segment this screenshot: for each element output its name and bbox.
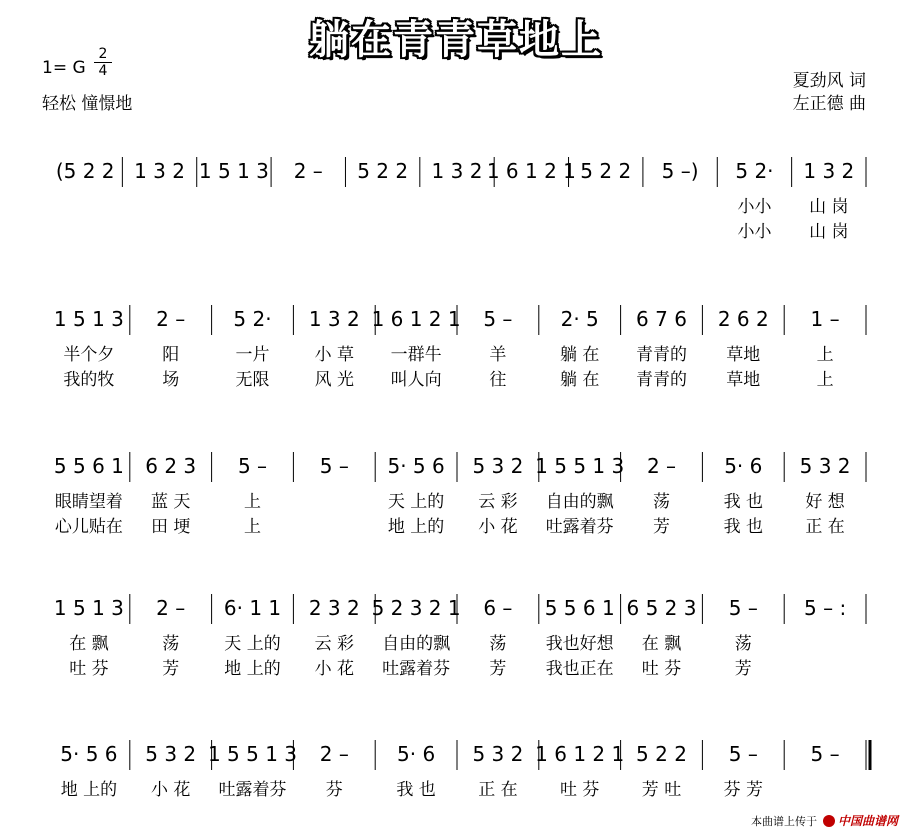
song-title: 躺在青青草地上 [309, 17, 603, 63]
lyric-verse-1: 吐露着芬 [218, 780, 287, 800]
lyric-verse-2: 吐露着芬 [382, 659, 451, 679]
note-group: 5 – : [804, 596, 847, 620]
lyric-verse-2: 小 花 [314, 659, 355, 679]
lyric-verse-1: 地 上的 [60, 780, 118, 800]
note-group: 5 2 2 [636, 742, 687, 766]
lyric-verse-1: 芳 吐 [641, 780, 682, 800]
lyric-verse-2: 芳 [489, 659, 507, 679]
lyric-verse-2: 我也正在 [545, 659, 614, 679]
note-group: 5 2· [233, 307, 272, 331]
note-group: 6 5 2 3 [626, 596, 697, 620]
lyric-verse-2: 我 也 [723, 517, 764, 537]
note-group: 1 3 2 [134, 159, 185, 183]
note-group: 5 3 2 [145, 742, 197, 766]
note-group: 2 – [646, 454, 677, 478]
lyric-verse-1: 草地 [726, 345, 761, 365]
footer-text: 本曲谱上传于 [750, 814, 817, 828]
lyric-verse-1: 躺 在 [559, 345, 600, 365]
lyric-verse-1: 上 [816, 345, 834, 365]
note-group: 5 2· [735, 159, 774, 183]
note-group: 5 2 2 [357, 159, 409, 183]
note-group: 1 5 5 1 3 [207, 742, 298, 766]
note-group: 1 5 1 3 [198, 159, 269, 183]
lyric-verse-2: 我的牧 [63, 370, 115, 390]
site-name: 中国曲谱网 [837, 814, 898, 828]
note-group: 5 3 2 [472, 742, 524, 766]
site-logo-icon [823, 815, 835, 827]
lyric-verse-1: 云 彩 [314, 634, 355, 654]
composer-credit: 左正德 曲 [792, 94, 866, 114]
note-group: 5 – [319, 454, 349, 478]
lyric-verse-1: 荡 [734, 634, 752, 654]
note-group: 1 – [810, 307, 840, 331]
lyric-verse-1: 我 也 [396, 780, 436, 800]
note-group: 5 – [483, 307, 513, 331]
lyric-verse-1: 我 也 [723, 492, 764, 512]
note-group: 2 – [319, 742, 349, 766]
lyric-verse-2: 吐露着芬 [545, 517, 614, 537]
lyric-verse-2: 地 上的 [387, 517, 445, 537]
lyricist-credit: 夏劲风 词 [792, 71, 866, 91]
note-group: 2 – [293, 159, 323, 183]
site-logo [823, 812, 898, 829]
lyric-verse-2: 上 [244, 517, 261, 537]
lyric-verse-1: 小小 [737, 197, 772, 217]
note-group: 6 2 3 [145, 454, 197, 478]
lyric-verse-1: 我也好想 [545, 634, 614, 654]
lyric-verse-2: 场 [162, 370, 180, 390]
footer [751, 812, 898, 829]
lyric-verse-1: 小 花 [150, 780, 191, 800]
lyric-verse-2: 芳 [162, 659, 180, 679]
note-group: 5 – [728, 742, 758, 766]
lyric-verse-1: 芬 [325, 780, 343, 800]
note-group: (5 2 2 [55, 159, 115, 183]
lyric-verse-1: 芬 芳 [723, 780, 764, 800]
lyric-verse-1: 一群牛 [390, 345, 442, 365]
note-group: 1 5 1 3 [53, 307, 124, 331]
lyric-verse-1: 自由的飘 [382, 634, 451, 654]
lyric-verse-1: 在 飘 [641, 634, 682, 654]
lyric-verse-2: 草地 [726, 370, 761, 390]
note-group: 5 5 6 1 [53, 454, 124, 478]
lyric-verse-1: 云 彩 [478, 492, 518, 512]
tempo-marking: 轻松 憧憬地 [42, 94, 133, 114]
lyric-verse-1: 正 在 [478, 780, 518, 800]
note-group: 5 –) [661, 159, 699, 183]
note-group: 1 5 5 1 3 [535, 454, 625, 478]
lyric-verse-1: 眼睛望着 [54, 492, 123, 512]
lyric-verse-2: 田 埂 [150, 517, 191, 537]
note-group: 2 – [156, 596, 186, 620]
note-group: 2 3 2 [308, 596, 360, 620]
lyric-verse-2: 芳 [653, 517, 670, 537]
note-group: 5 2 2 [580, 159, 632, 183]
lyric-verse-2: 地 上的 [224, 659, 281, 679]
note-group: 5 – [237, 454, 268, 478]
lyric-verse-2: 吐 芬 [69, 659, 109, 679]
note-group: 5· 5 6 [60, 742, 118, 766]
note-group: 6· 1 1 [223, 596, 282, 620]
note-group: 5 5 6 1 [544, 596, 615, 620]
lyric-verse-2: 心儿贴在 [54, 517, 123, 537]
lyric-verse-2: 芳 [734, 659, 752, 679]
note-group: 5 3 2 [472, 454, 524, 478]
note-group: 5· 5 6 [387, 454, 445, 478]
lyric-verse-2: 往 [489, 370, 507, 390]
note-group: 1 6 1 2 1 [535, 742, 625, 766]
time-signature-denominator: 4 [98, 63, 108, 79]
note-group: 1 5 1 3 [53, 596, 124, 620]
note-group: 5 – [810, 742, 840, 766]
lyric-verse-2: 叫人向 [390, 370, 442, 390]
lyric-verse-2: 上 [816, 370, 834, 390]
time-signature-numerator: 2 [98, 46, 108, 62]
lyric-verse-2: 青青的 [636, 370, 687, 390]
lyric-verse-1: 好 想 [805, 492, 845, 512]
note-group: 5· 6 [397, 742, 436, 766]
lyric-verse-2: 风 光 [314, 370, 355, 390]
note-group: 1 3 2 [308, 307, 360, 331]
key-signature: 1= G [42, 58, 86, 78]
note-group: 6 7 6 [636, 307, 687, 331]
lyric-verse-1: 荡 [489, 634, 507, 654]
lyric-verse-2: 躺 在 [559, 370, 600, 390]
lyric-verse-1: 阳 [162, 345, 180, 365]
lyric-verse-2: 山 岗 [809, 222, 849, 242]
lyric-verse-1: 一片 [235, 345, 270, 365]
lyric-verse-1: 荡 [162, 634, 180, 654]
note-group: 1 6 1 2 1 [486, 159, 576, 183]
lyric-verse-2: 正 在 [805, 517, 845, 537]
lyric-verse-1: 山 岗 [809, 197, 849, 217]
lyric-verse-1: 羊 [489, 345, 507, 365]
note-group: 6 – [483, 596, 513, 620]
lyric-verse-1: 荡 [653, 492, 670, 512]
note-group: 2 6 2 [717, 307, 769, 331]
note-group: 1 3 2 [803, 159, 855, 183]
lyric-verse-1: 天 上的 [224, 634, 281, 654]
lyric-verse-1: 天 上的 [387, 492, 445, 512]
note-group: 5 2 3 2 1 [371, 596, 461, 620]
lyric-verse-1: 吐 芬 [559, 780, 600, 800]
lyric-verse-1: 在 飘 [69, 634, 109, 654]
lyric-verse-2: 小 花 [478, 517, 518, 537]
note-group: 5 3 2 [799, 454, 851, 478]
lyric-verse-1: 上 [244, 492, 261, 512]
lyric-verse-1: 小 草 [314, 345, 355, 365]
lyric-verse-2: 吐 芬 [641, 659, 682, 679]
lyric-verse-2: 小小 [737, 222, 772, 242]
note-group: 5· 6 [724, 454, 763, 478]
lyric-verse-2: 无限 [235, 370, 270, 390]
note-group: 2 – [156, 307, 186, 331]
lyric-verse-1: 自由的飘 [545, 492, 614, 512]
note-group: 5 – [728, 596, 758, 620]
lyric-verse-1: 半个夕 [63, 345, 115, 365]
lyric-verse-1: 青青的 [636, 345, 687, 365]
lyric-verse-1: 蓝 天 [150, 492, 191, 512]
note-group: 2· 5 [560, 307, 599, 331]
note-group: 1 6 1 2 1 [371, 307, 461, 331]
note-group: 1 3 2 [431, 159, 483, 183]
